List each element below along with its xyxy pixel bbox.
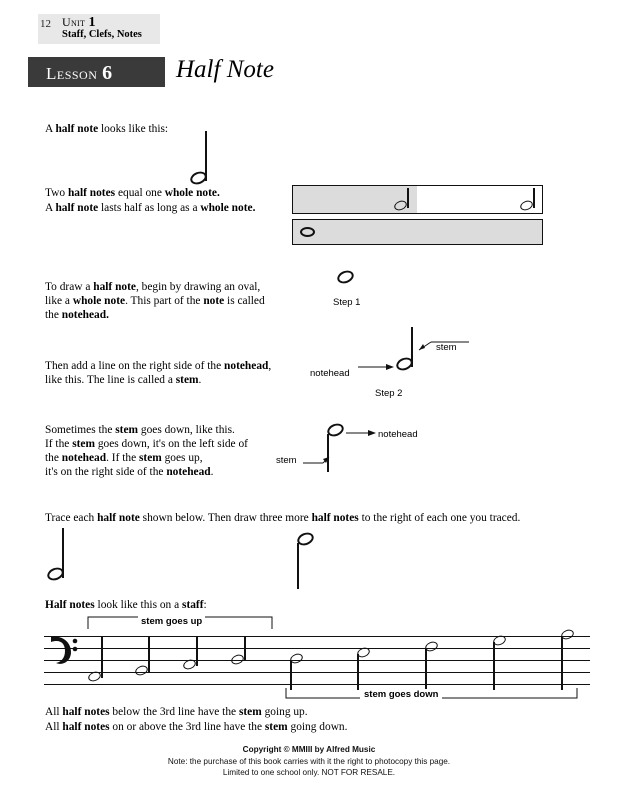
unit-subtitle: Staff, Clefs, Notes — [62, 29, 142, 40]
notehead-icon — [134, 664, 149, 677]
lesson-word: Lesson — [46, 64, 98, 83]
note-stem — [425, 648, 427, 690]
lesson-badge-text — [46, 62, 113, 85]
paragraph-4-line-1: Then add a line on the right side of the notehead, — [45, 360, 272, 372]
paragraph-5-line-2: If the stem goes down, it's on the left side of — [45, 438, 248, 450]
staff-line-4 — [44, 648, 590, 649]
note-stem — [407, 188, 409, 208]
paragraph-1: A half note looks like this: — [45, 123, 169, 135]
whole-note-icon — [300, 227, 315, 237]
paragraph-3-line-1: To draw a half note, begin by drawing an oval, — [45, 281, 261, 293]
paragraph-2-line-1: Two half notes equal one whole note. — [45, 187, 220, 199]
notehead-label-2: notehead — [378, 429, 418, 440]
staff-line-1 — [44, 684, 590, 685]
notehead-icon — [230, 653, 245, 666]
note-stem — [148, 636, 150, 672]
two-half-notes-box — [292, 185, 543, 214]
closing-line-1: All half notes below the 3rd line have the stem going up. — [45, 706, 308, 718]
photocopy-note: Note: the purchase of this book carries with it the right to photocopy this page. — [167, 756, 451, 766]
staff-line-2 — [44, 672, 590, 673]
stem-label-2: stem — [276, 455, 297, 466]
paragraph-5-line-3: the notehead. If the stem goes up, — [45, 452, 203, 464]
bass-clef-icon — [48, 632, 82, 666]
paragraph-3-line-2: like a whole note. This part of the note is called — [45, 295, 265, 307]
stem-label-1: stem — [436, 342, 457, 353]
page-number: 12 — [40, 18, 51, 30]
paragraph-3-line-3: the notehead. — [45, 309, 109, 321]
lesson-badge — [28, 57, 165, 87]
lesson-number: 6 — [102, 62, 113, 84]
step1-label: Step 1 — [333, 297, 361, 308]
paragraph-4-line-2: like this. The line is called a stem. — [45, 374, 202, 386]
copyright-line: Copyright © MMIII by Alfred Music — [242, 745, 376, 754]
note-stem — [297, 543, 299, 589]
paragraph-5-line-4: it's on the right side of the notehead. — [45, 466, 214, 478]
note-stem — [196, 636, 198, 666]
note-stem — [101, 636, 103, 678]
notehead-icon — [519, 199, 534, 212]
stem-goes-down-label: stem goes down — [360, 689, 442, 700]
paragraph-5-line-1: Sometimes the stem goes down, like this. — [45, 424, 235, 436]
resale-note: Limited to one school only. NOT FOR RESALE. — [222, 768, 396, 777]
unit-number: 1 — [88, 15, 96, 30]
closing-line-2: All half notes on or above the 3rd line have the stem going down. — [45, 721, 348, 733]
note-stem — [533, 188, 535, 208]
measure-shade — [293, 220, 542, 244]
staff-intro: Half notes look like this on a staff: — [45, 599, 207, 611]
note-stem — [244, 636, 246, 661]
page-footer — [0, 744, 618, 779]
notehead-label-1: notehead — [310, 368, 350, 379]
paragraph-2-line-2: A half note lasts half as long as a whole note. — [45, 202, 256, 214]
unit-word: Unit — [62, 15, 86, 29]
stem-arrow-2 — [303, 452, 333, 466]
notehead-arrow-2 — [346, 428, 378, 438]
notehead-arrow-1 — [356, 362, 396, 372]
staff-line-5 — [44, 636, 590, 637]
page-header — [0, 0, 618, 48]
stem-goes-up-label: stem goes up — [138, 616, 205, 627]
note-stem — [561, 636, 563, 690]
whole-note-box — [292, 219, 543, 245]
note-stem — [493, 642, 495, 690]
lesson-title: Half Note — [176, 56, 274, 83]
lesson-title-bar — [28, 57, 590, 89]
note-stem — [357, 654, 359, 690]
staff-line-3 — [44, 660, 590, 661]
trace-instruction: Trace each half note shown below. Then draw three more half notes to the right of each one you traced. — [45, 512, 521, 524]
step2-label: Step 2 — [375, 388, 403, 399]
